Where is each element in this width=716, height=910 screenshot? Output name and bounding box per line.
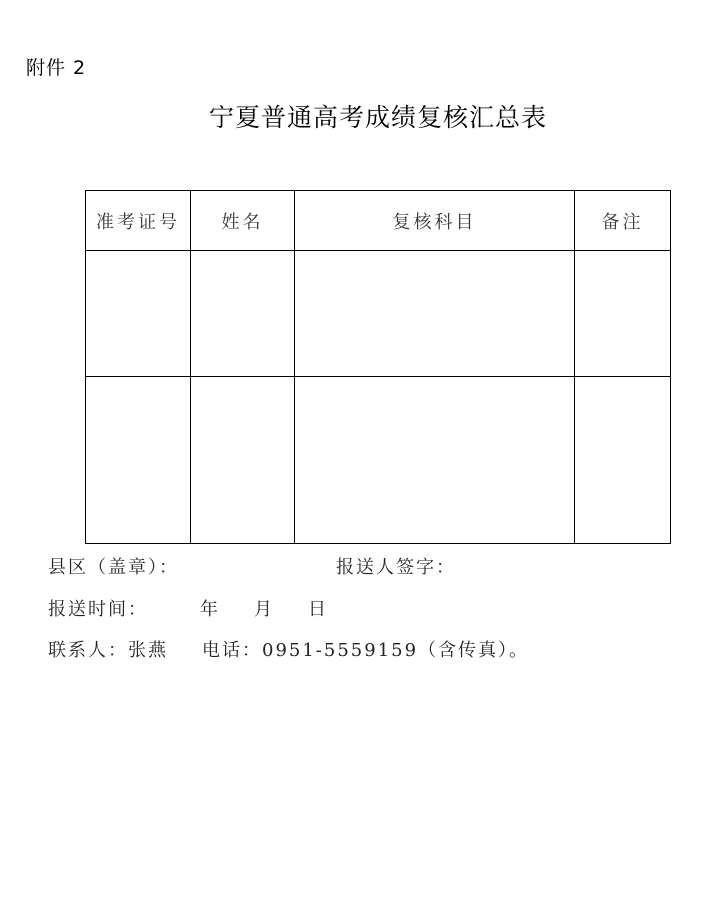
cell-admission-number bbox=[86, 251, 191, 377]
cell-review-subject bbox=[295, 251, 575, 377]
county-seal-label: 县区（盖章）： bbox=[48, 557, 179, 578]
signer-label: 报送人签字： bbox=[336, 557, 456, 578]
header-name: 姓名 bbox=[191, 191, 295, 251]
year-label: 年 bbox=[200, 599, 220, 620]
day-label: 日 bbox=[308, 599, 328, 620]
cell-remarks bbox=[575, 377, 671, 544]
cell-review-subject bbox=[295, 377, 575, 544]
table-row bbox=[86, 377, 671, 544]
cell-name bbox=[191, 377, 295, 544]
cell-admission-number bbox=[86, 377, 191, 544]
contact-name: 张燕 bbox=[128, 640, 168, 661]
submission-time-label: 报送时间： bbox=[48, 599, 148, 620]
header-remarks: 备注 bbox=[575, 191, 671, 251]
cell-name bbox=[191, 251, 295, 377]
header-admission-number: 准考证号 bbox=[86, 191, 191, 251]
table-header-row bbox=[86, 191, 671, 251]
document-title: 宁夏普通高考成绩复核汇总表 bbox=[208, 103, 547, 132]
cell-remarks bbox=[575, 251, 671, 377]
contact-label: 联系人： bbox=[48, 640, 128, 661]
table-row bbox=[86, 251, 671, 377]
attachment-label: 附件 2 bbox=[26, 57, 87, 79]
summary-table bbox=[85, 190, 671, 544]
contact-line bbox=[48, 636, 529, 662]
month-label: 月 bbox=[254, 599, 274, 620]
submission-time-line bbox=[48, 595, 328, 621]
county-seal-line bbox=[48, 553, 179, 579]
phone-label: 电话： bbox=[202, 640, 262, 661]
header-review-subject: 复核科目 bbox=[295, 191, 575, 251]
phone-value: 0951-5559159（含传真）。 bbox=[262, 640, 530, 661]
signer-line bbox=[336, 553, 456, 579]
